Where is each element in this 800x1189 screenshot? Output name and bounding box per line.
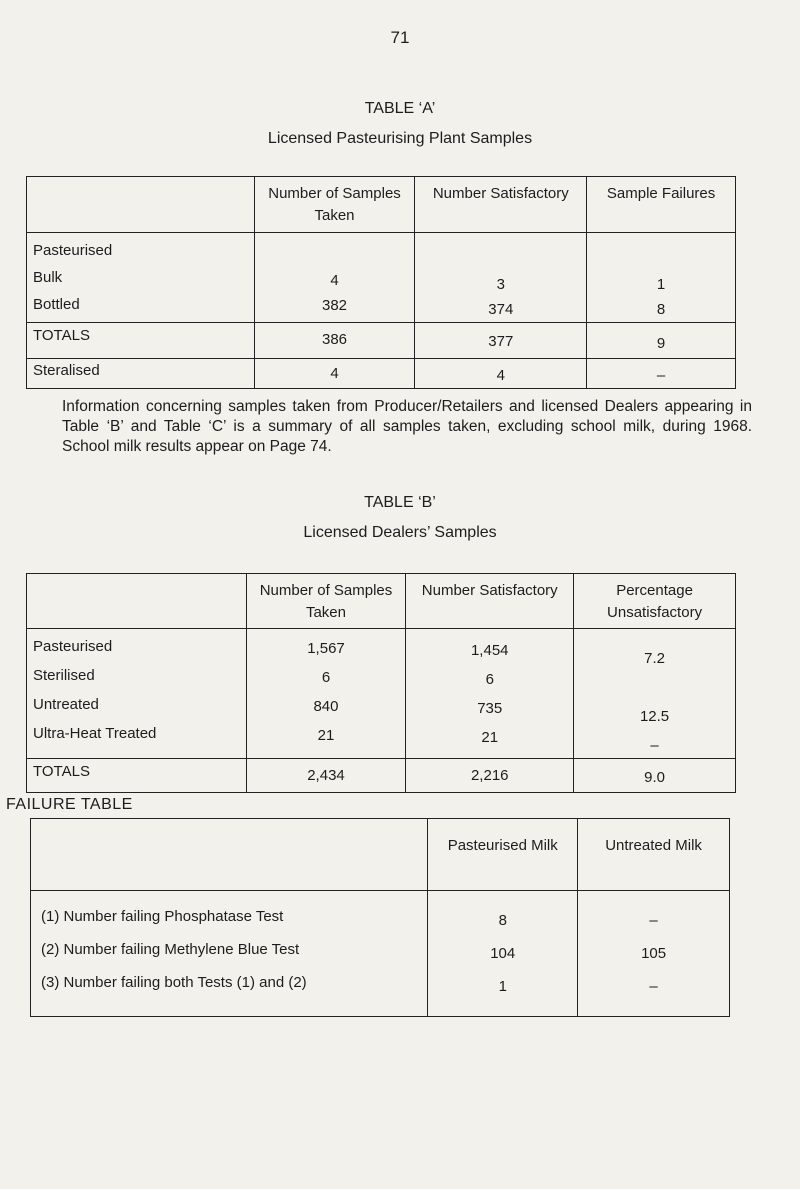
totals-failures: 9 <box>587 323 736 359</box>
totals-taken: 386 <box>254 323 415 359</box>
pasteurised-label: Pasteurised <box>33 242 113 259</box>
table-b-totals-satisfactory: 2,216 <box>406 759 574 793</box>
totals-satisfactory: 377 <box>415 323 587 359</box>
table-b-row-taken: 21 <box>317 727 335 744</box>
table-a-subtitle: Licensed Pasteurising Plant Samples <box>267 130 533 147</box>
steralised-satisfactory: 4 <box>415 359 587 389</box>
table-b-subtitle: Licensed Dealers’ Samples <box>303 524 497 541</box>
steralised-failures: – <box>587 359 736 389</box>
table-b-row-percent: – <box>650 737 659 754</box>
table-b-header-blank <box>27 574 247 629</box>
table-b-row-label: Pasteurised <box>33 638 113 655</box>
bottled-failures: 8 <box>656 301 666 318</box>
table-b <box>26 573 736 793</box>
failure-header-blank <box>31 819 428 891</box>
table-b-row-satisfactory: 21 <box>481 729 499 746</box>
table-a-header-taken: Number of Samples Taken <box>254 177 415 233</box>
table-b-row-satisfactory: 1,454 <box>470 642 509 659</box>
info-paragraph: Information concerning samples taken from Producer/Retailers and licensed Dealers appearing in Table ‘B’ and Table ‘C’ is a summary of all samples taken, excluding school milk, during 1968. School milk results appear on Page 74. <box>62 398 752 455</box>
failure-table-title: FAILURE TABLE <box>6 796 133 813</box>
table-b-row-taken: 1,567 <box>307 640 345 657</box>
page-number: 71 <box>390 28 410 47</box>
table-a-title: TABLE ‘A’ <box>364 100 436 117</box>
failure-row-label: (1) Number failing Phosphatase Test <box>41 908 284 925</box>
table-b-row-percent: 12.5 <box>639 708 670 725</box>
failure-header-untreated: Untreated Milk <box>578 819 730 891</box>
table-b-header-percent: Percentage Unsatisfactory <box>574 574 736 629</box>
failure-row-untreated: 105 <box>641 945 667 962</box>
table-b-row-satisfactory: 6 <box>485 671 494 688</box>
bulk-failures: 1 <box>656 276 666 293</box>
bulk-label: Bulk <box>33 269 63 286</box>
table-b-totals-percent: 9.0 <box>574 759 736 793</box>
table-b-row-label: Sterilised <box>33 667 95 684</box>
failure-table <box>30 818 730 1017</box>
table-b-row-satisfactory: 735 <box>477 700 503 717</box>
table-b-header-taken: Number of Samples Taken <box>246 574 406 629</box>
bottled-satisfactory: 374 <box>488 301 514 318</box>
table-b-row-percent <box>575 676 734 699</box>
table-b-totals-label: TOTALS <box>27 759 247 793</box>
table-b-row-percent: 7.2 <box>644 650 665 667</box>
table-b-header-satisfactory: Number Satisfactory <box>406 574 574 629</box>
table-b-row-label: Ultra-Heat Treated <box>33 725 157 742</box>
bulk-satisfactory: 3 <box>496 276 505 293</box>
failure-row-untreated: – <box>649 978 658 995</box>
table-b-row-taken: 6 <box>321 669 331 686</box>
steralised-taken: 4 <box>254 359 415 389</box>
steralised-label: Steralised <box>27 359 255 389</box>
failure-row-label: (2) Number failing Methylene Blue Test <box>41 941 300 958</box>
failure-row-untreated: – <box>649 912 658 929</box>
table-a-header-blank <box>27 177 255 233</box>
table-a <box>26 176 736 389</box>
table-a-header-failures: Sample Failures <box>587 177 736 233</box>
table-a-header-satisfactory: Number Satisfactory <box>415 177 587 233</box>
table-b-title: TABLE ‘B’ <box>364 494 436 511</box>
bottled-label: Bottled <box>33 296 80 313</box>
bottled-taken: 382 <box>322 297 348 314</box>
failure-row-pasteurised: 1 <box>498 978 507 995</box>
failure-row-label: (3) Number failing both Tests (1) and (2) <box>41 974 307 991</box>
failure-row-pasteurised: 8 <box>498 912 507 929</box>
table-b-row-label: Untreated <box>33 696 99 713</box>
failure-row-pasteurised: 104 <box>490 945 516 962</box>
table-b-row-taken: 840 <box>313 698 339 715</box>
table-b-totals-taken: 2,434 <box>246 759 406 793</box>
totals-label: TOTALS <box>27 323 255 359</box>
bulk-taken: 4 <box>330 272 339 289</box>
failure-header-pasteurised: Pasteurised Milk <box>428 819 578 891</box>
